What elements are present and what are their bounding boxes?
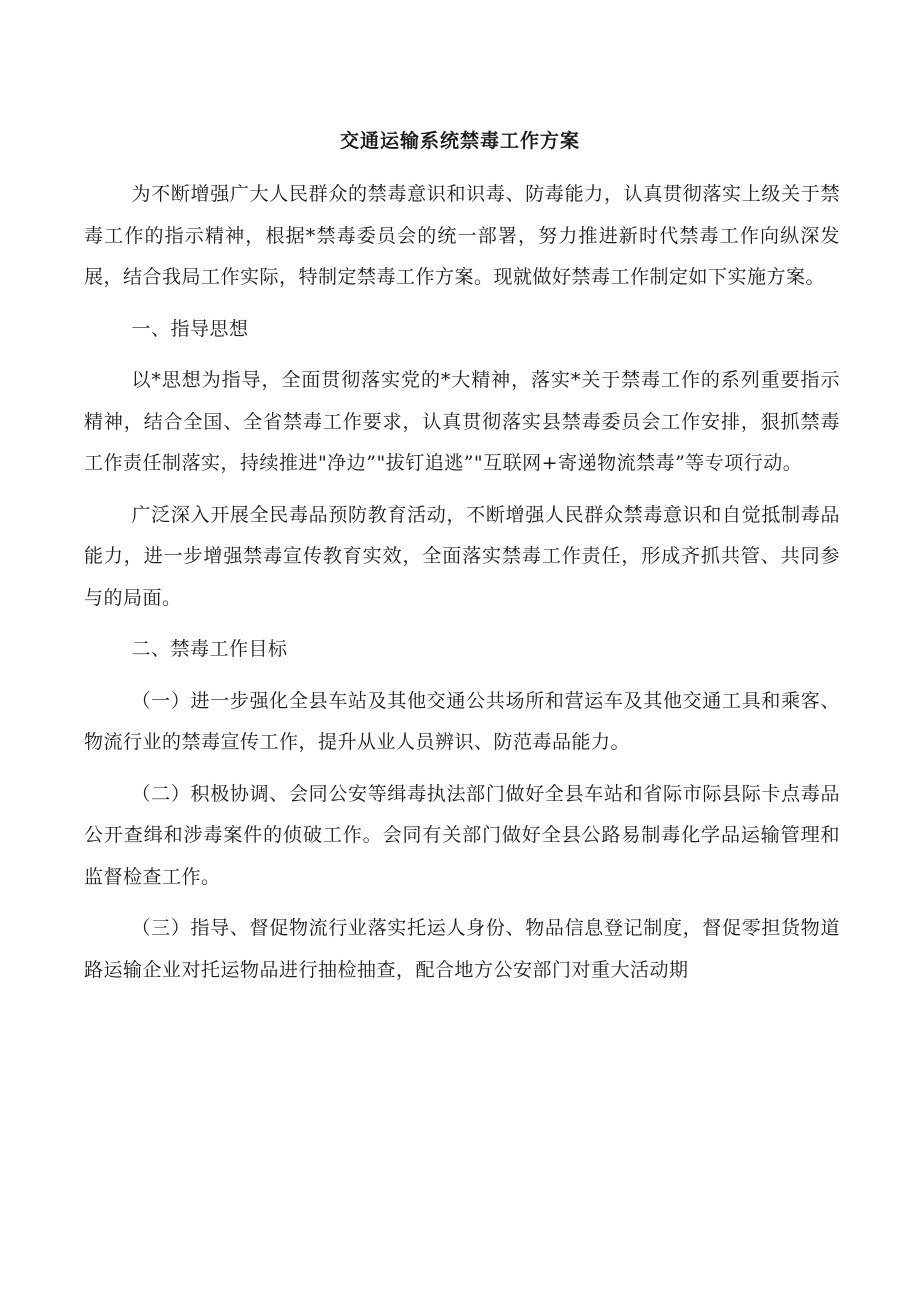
document-body	[84, 174, 840, 1001]
section-heading-goals: 二、禁毒工作目标	[131, 638, 288, 660]
paragraph-guiding-ideology: 以*思想为指导，全面贯彻落实党的*大精神，落实*关于禁毒工作的系列重要指示精神，结合全国、全省禁毒工作要求，认真贯彻落实县禁毒委员会工作安排，狠抓禁毒工作责任制落实，持续推进"净边”"拔钉追逃”"互联网+寄递物流禁毒”等专项行动。	[84, 369, 840, 474]
goal-item-3: （三）指导、督促物流行业落实托运人身份、物品信息登记制度，督促零担货物道路运输企业对托运物品进行抽检抽查，配合地方公安部门对重大活动期	[84, 917, 840, 981]
paragraph-education: 广泛深入开展全民毒品预防教育活动，不断增强人民群众禁毒意识和自觉抵制毒品能力，进一步增强禁毒宣传教育实效，全面落实禁毒工作责任，形成齐抓共管、共同参与的局面。	[84, 503, 840, 609]
goal-item-1: （一）进一步强化全县车站及其他交通公共场所和营运车及其他交通工具和乘客、物流行业的禁毒宣传工作，提升从业人员辨识、防范毒品能力。	[84, 689, 840, 753]
section-heading-guiding-ideology: 一、指导思想	[131, 317, 249, 340]
document-title: 交通运输系统禁毒工作方案	[339, 130, 580, 152]
goal-item-2: （二）积极协调、会同公安等缉毒执法部门做好全县车站和省际市际县际卡点毒品公开查缉和涉毒案件的侦破工作。会同有关部门做好全县公路易制毒化学品运输管理和监督检查工作。	[84, 782, 840, 888]
intro-paragraph: 为不断增强广大人民群众的禁毒意识和识毒、防毒能力，认真贯彻落实上级关于禁毒工作的指示精神，根据*禁毒委员会的统一部署，努力推进新时代禁毒工作向纵深发展，结合我局工作实际，特制定禁毒工作方案。现就做好禁毒工作制定如下实施方案。	[84, 183, 840, 288]
